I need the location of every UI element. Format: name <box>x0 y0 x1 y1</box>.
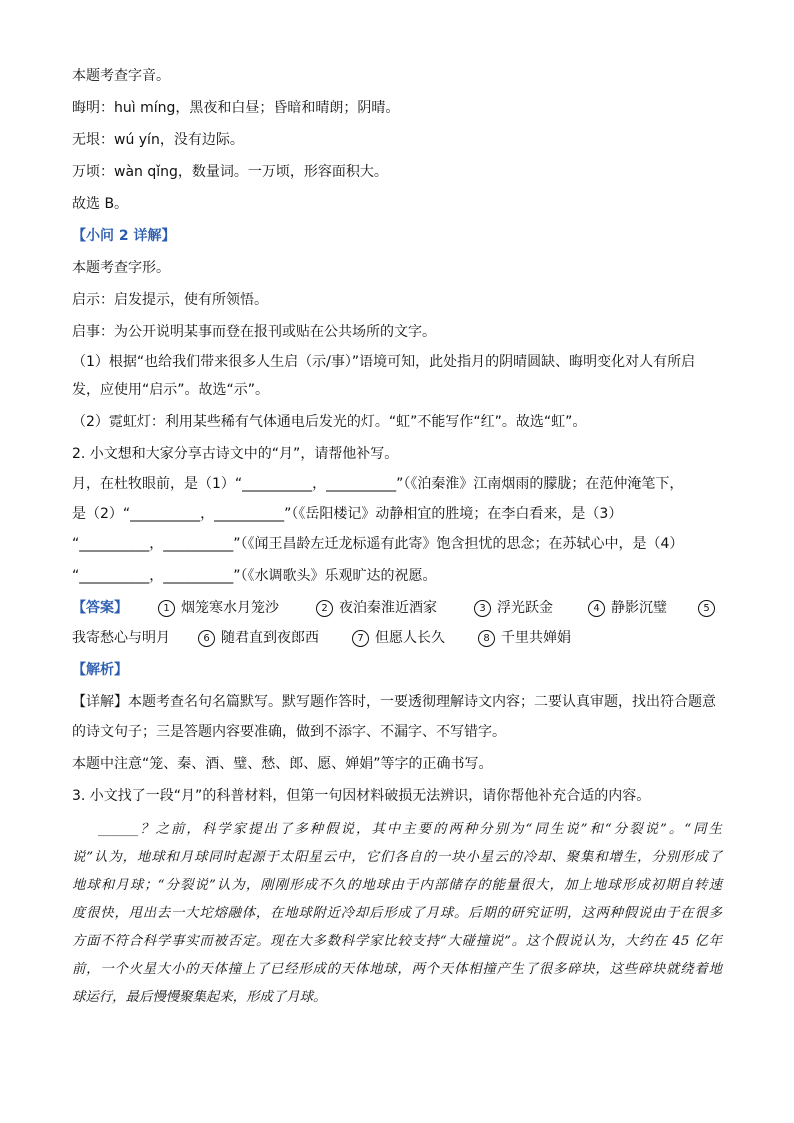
answer-text: 烟笼寒水月笼沙 <box>181 600 279 616</box>
text-line: 无垠：wú yín，没有边际。 <box>72 132 244 148</box>
text-line: （2）霓虹灯：利用某些稀有气体通电后发光的灯。“虹”不能写作“红”。故选“虹”。 <box>72 414 587 430</box>
question-3: 3. 小文找了一段“月”的科普材料，但第一句因材料破损无法辨识，请你帮他补充合适的内容。 <box>72 788 651 804</box>
text-line: 的诗文句子；三是答题内容要准确，做到不添字、不漏字、不写错字。 <box>72 724 506 740</box>
passage-line: 方面不符合科学事实而被否定。现在大多数科学家比较支持“大碰撞说”。这个假说认为，大约在 45 亿年 <box>72 934 722 949</box>
text-line: 【详解】本题考查名句名篇默写。默写题作答时，一要透彻理解诗文内容；二要认真审题，找出符合题意 <box>72 694 716 710</box>
answer-item <box>698 598 721 618</box>
answer-item <box>198 628 319 648</box>
answer-item <box>478 628 571 648</box>
answer-item <box>158 598 279 618</box>
text-line: 晦明：huì míng，黑夜和白昼；昏暗和晴朗；阴晴。 <box>72 100 400 116</box>
text-line: “__________，__________”（《水调歌头》乐观旷达的祝愿。 <box>72 568 437 584</box>
circle-number: 6 <box>198 630 215 647</box>
answer-item <box>352 628 445 648</box>
passage-line: 说”认为，地球和月球同时起源于太阳星云中，它们各自的一块小星云的冷却、聚集和增生，分别形成了 <box>72 850 722 865</box>
answer-text: 夜泊秦淮近酒家 <box>339 600 437 616</box>
passage-line: 地球和月球；“分裂说”认为，刚刚形成不久的地球由于内部储存的能量很大，加上地球形成初期自转速 <box>72 878 722 893</box>
science-passage <box>72 816 722 1012</box>
text-line: 月，在杜牧眼前，是（1）“__________，__________”（《泊秦淮》江南烟雨的朦胧；在范仲淹笔下， <box>72 476 684 492</box>
answer-item <box>474 598 553 618</box>
answer-label: 【答案】 <box>72 600 128 616</box>
question-2: 2. 小文想和大家分享古诗文中的“月”，请帮他补写。 <box>72 446 399 462</box>
passage-line: ______？之前，科学家提出了多种假说，其中主要的两种分别为“同生说”和“分裂说”。“同生 <box>98 822 722 837</box>
circle-number: 2 <box>316 600 333 617</box>
answer-item <box>316 598 437 618</box>
text-line: 是（2）“__________，__________”（《岳阳楼记》动静相宜的胜境；在李白看来，是（3） <box>72 506 623 522</box>
text-line: 本题考查字音。 <box>72 68 170 84</box>
circle-number: 5 <box>698 600 715 617</box>
answer-text: 千里共婵娟 <box>501 630 571 646</box>
analysis-label: 【解析】 <box>72 662 128 678</box>
text-line: 本题考查字形。 <box>72 260 170 276</box>
text-line: 启事：为公开说明某事而登在报刊或贴在公共场所的文字。 <box>72 324 436 340</box>
text-line: “__________，__________”（《闻王昌龄左迁龙标遥有此寄》饱含担忧的思念；在苏轼心中，是（4） <box>72 536 684 552</box>
text-line: （1）根据“也给我们带来很多人生启（示/事）”语境可知，此处指月的阴晴圆缺、晦明变化对人有所启 <box>72 354 696 370</box>
section-heading: 【小问 2 详解】 <box>72 228 176 244</box>
passage-line: 度很快，甩出去一大坨熔融体，在地球附近冷却后形成了月球。后期的研究证明，这两种假说由于在很多 <box>72 906 722 921</box>
circle-number: 3 <box>474 600 491 617</box>
text-line: 发，应使用“启示”。故选“示”。 <box>72 382 270 398</box>
passage-line: 前，一个火星大小的天体撞上了已经形成的天体地球，两个天体相撞产生了很多碎块，这些碎块就绕着地 <box>72 962 722 977</box>
answer-item <box>588 598 667 618</box>
answer-text: 静影沉璧 <box>611 600 667 616</box>
text-line: 故选 B。 <box>72 196 129 212</box>
circle-number: 4 <box>588 600 605 617</box>
circle-number: 8 <box>478 630 495 647</box>
answer-text: 浮光跃金 <box>497 600 553 616</box>
circle-number: 1 <box>158 600 175 617</box>
passage-line: 球运行，最后慢慢聚集起来，形成了月球。 <box>72 990 327 1005</box>
answer-text: 但愿人长久 <box>375 630 445 646</box>
circle-number: 7 <box>352 630 369 647</box>
answer-text: 我寄愁心与明月 <box>72 630 170 646</box>
text-line: 本题中注意“笼、秦、酒、璧、愁、郎、愿、婵娟”等字的正确书写。 <box>72 756 493 772</box>
answer-text: 随君直到夜郎西 <box>221 630 319 646</box>
text-line: 启示：启发提示，使有所领悟。 <box>72 292 268 308</box>
text-line: 万顷：wàn qǐng，数量词。一万顷，形容面积大。 <box>72 164 388 180</box>
